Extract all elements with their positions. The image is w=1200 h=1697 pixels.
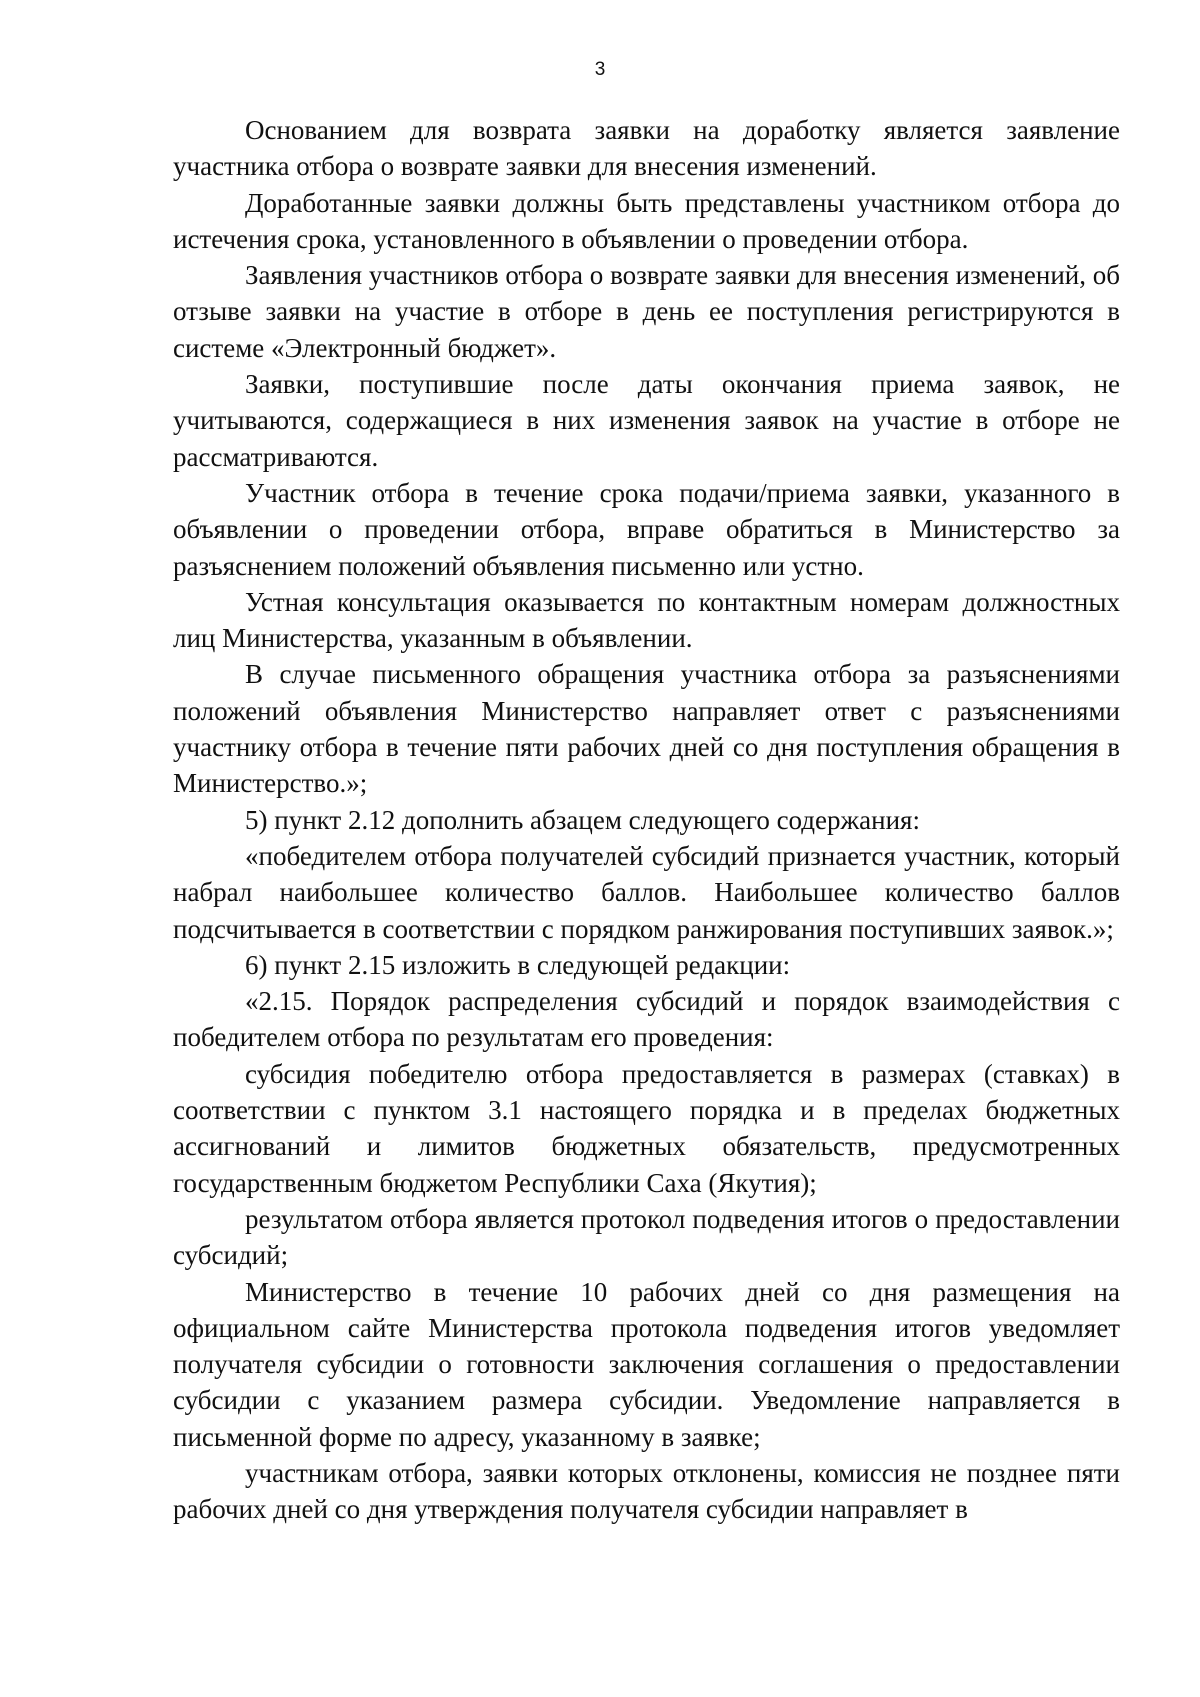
paragraph-winner-criteria: «победителем отбора получателей субсидий признается участник, который набрал наибольшее количество баллов. Наибольшее количество баллов подсчитывается в соответствии с порядком ранжирования поступивших заявок.»; xyxy=(173,840,1120,944)
paragraph-selection-result: результатом отбора является протокол подведения итогов о предоставлении субсидий; xyxy=(173,1203,1120,1271)
paragraph-ministry-notification: Министерство в течение 10 рабочих дней со дня размещения на официальном сайте Министерства протокола подведения итогов уведомляет получателя субсидии о готовности заключения соглашения о предоставлении субсидии с указанием размера субсидии. Уведомление направляется в письменной форме по адресу, указанному в заявке; xyxy=(173,1276,1120,1452)
paragraph-withdrawal-registration: Заявления участников отбора о возврате заявки для внесения изменений, об отзыве заявки на участие в отборе в день ее поступления регистрируются в системе «Электронный бюджет». xyxy=(173,260,1120,363)
paragraph-clarification-request: Участник отбора в течение срока подачи/приема заявки, указанного в объявлении о проведении отбора, вправе обратиться в Министерство за разъяснением положений объявления письменно или устно. xyxy=(173,477,1120,581)
paragraph-revised-applications: Доработанные заявки должны быть представлены участником отбора до истечения срока, установленного в объявлении о проведении отбора. xyxy=(173,187,1120,254)
paragraph-item-6: 6) пункт 2.15 изложить в следующей редакции: xyxy=(245,949,791,980)
document-body xyxy=(173,112,1120,1528)
paragraph-written-response: В случае письменного обращения участника отбора за разъяснениями положений объявления Министерство направляет ответ с разъяснениями участнику отбора в течение пяти рабочих дней со дня поступления обращения в Министерство.»; xyxy=(173,659,1120,799)
paragraph-item-5: 5) пункт 2.12 дополнить абзацем следующего содержания: xyxy=(245,804,920,835)
paragraph-oral-consultation: Устная консультация оказывается по контактным номерам должностных лиц Министерства, указанным в объявлении. xyxy=(173,586,1120,654)
paragraph-return-basis: Основанием для возврата заявки на доработку является заявление участника отбора о возврате заявки для внесения изменений. xyxy=(173,115,1120,182)
page-number: 3 xyxy=(594,59,606,80)
paragraph-rejected-participants: участникам отбора, заявки которых отклонены, комиссия не позднее пяти рабочих дней со дня утверждения получателя субсидии направляет в xyxy=(173,1457,1120,1525)
paragraph-subsidy-amount: субсидия победителю отбора предоставляется в размерах (ставках) в соответствии с пунктом 3.1 настоящего порядка и в пределах бюджетных ассигнований и лимитов бюджетных обязательств, предусмотренных государственным бюджетом Республики Саха (Якутия); xyxy=(173,1058,1120,1198)
paragraph-2-15-heading: «2.15. Порядок распределения субсидий и порядок взаимодействия с победителем отбора по результатам его проведения: xyxy=(173,986,1120,1053)
paragraph-late-applications: Заявки, поступившие после даты окончания приема заявок, не учитываются, содержащиеся в них изменения заявок на участие в отборе не рассматриваются. xyxy=(173,369,1120,472)
